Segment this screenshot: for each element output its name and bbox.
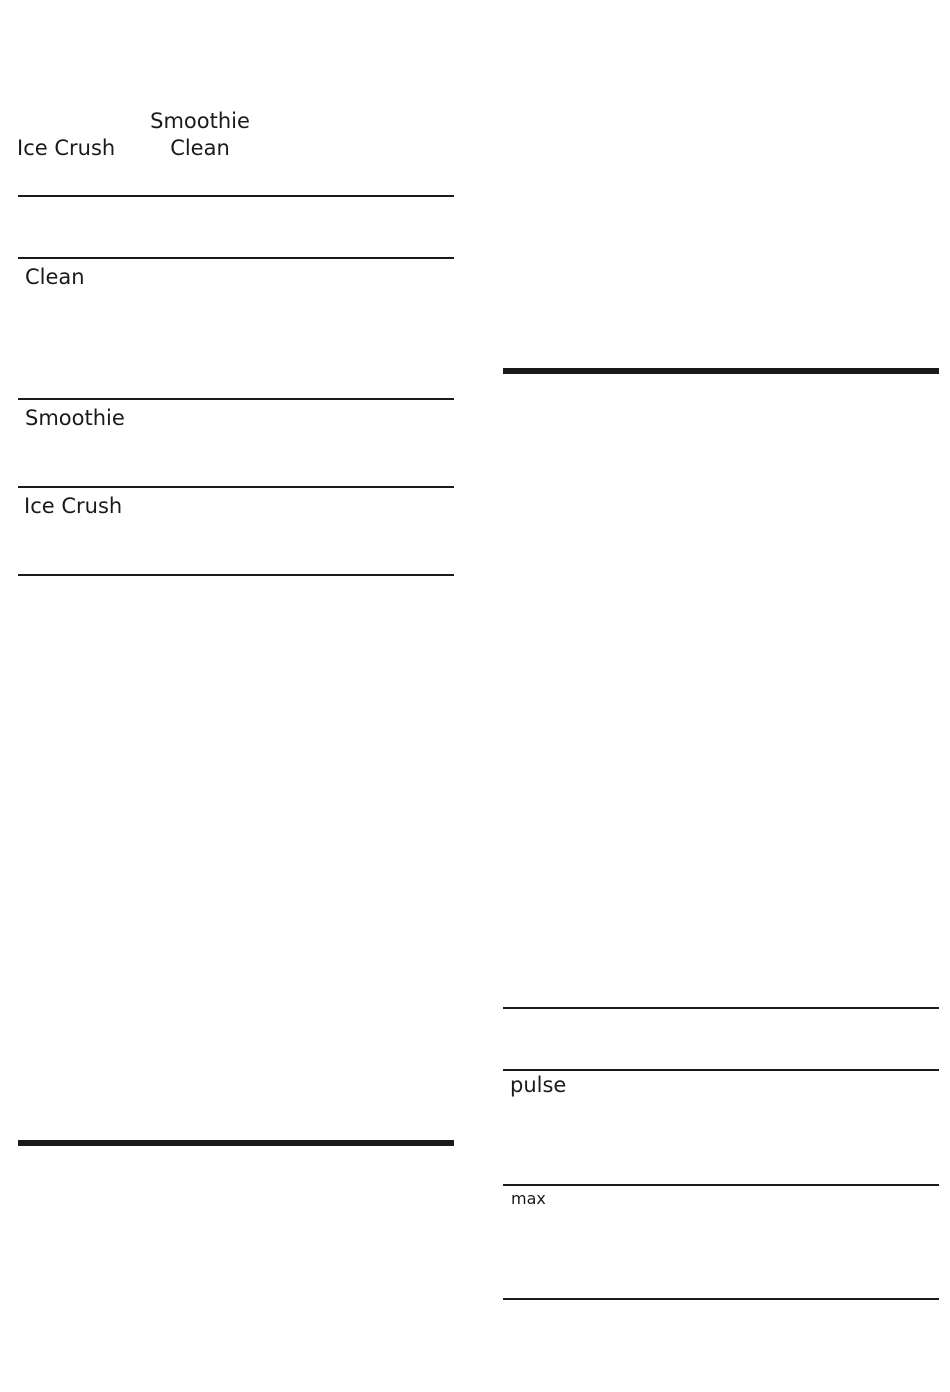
table-rule bbox=[18, 574, 454, 576]
row-label-ice-crush: Ice Crush bbox=[24, 494, 123, 518]
row-label-max: max bbox=[511, 1189, 546, 1208]
table-rule bbox=[18, 257, 454, 259]
table-rule bbox=[18, 486, 454, 488]
header-clean: Clean bbox=[170, 136, 230, 160]
table-rule bbox=[18, 398, 454, 400]
row-label-pulse: pulse bbox=[510, 1073, 567, 1097]
section-divider bbox=[18, 1140, 454, 1146]
header-ice-crush: Ice Crush bbox=[17, 136, 116, 160]
header-smoothie: Smoothie bbox=[150, 109, 250, 133]
table-rule bbox=[18, 195, 454, 197]
row-label-clean: Clean bbox=[25, 265, 85, 289]
table-rule bbox=[503, 1184, 939, 1186]
section-divider bbox=[503, 368, 939, 374]
row-label-smoothie: Smoothie bbox=[25, 406, 125, 430]
table-rule bbox=[503, 1298, 939, 1300]
table-rule bbox=[503, 1069, 939, 1071]
table-rule bbox=[503, 1007, 939, 1009]
